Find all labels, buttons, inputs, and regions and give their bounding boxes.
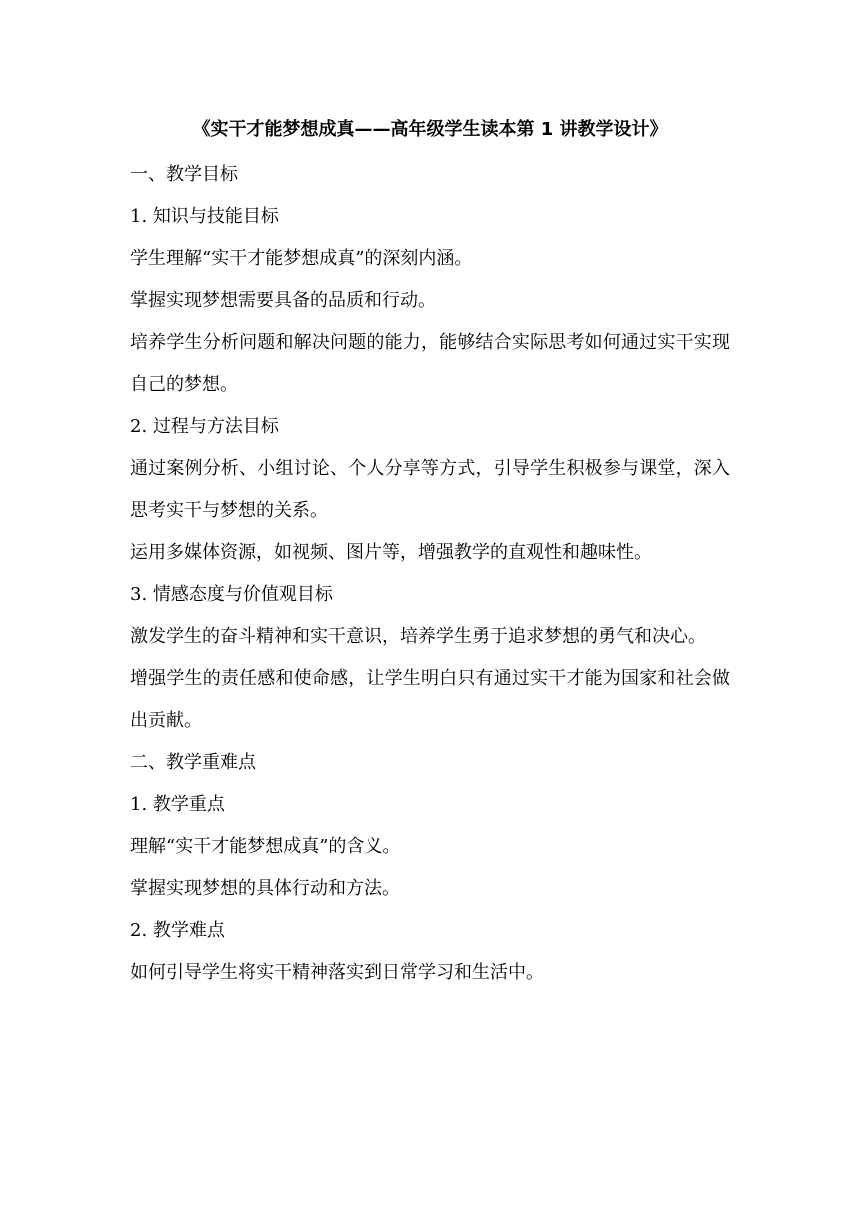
paragraph: 理解“实干才能梦想成真”的含义。 — [130, 836, 401, 857]
subsection-heading-difficult-points: 2. 教学难点 — [130, 920, 225, 941]
subsection-heading-values: 3. 情感态度与价值观目标 — [130, 584, 333, 605]
subsection-heading-key-points: 1. 教学重点 — [130, 794, 225, 815]
section-heading-objectives: 一、教学目标 — [130, 164, 238, 185]
paragraph: 培养学生分析问题和解决问题的能力，能够结合实际思考如何通过实干实现自己的梦想。 — [130, 332, 730, 395]
paragraph: 掌握实现梦想的具体行动和方法。 — [130, 878, 400, 899]
paragraph: 激发学生的奋斗精神和实干意识，培养学生勇于追求梦想的勇气和决心。 — [130, 626, 706, 647]
paragraph: 通过案例分析、小组讨论、个人分享等方式，引导学生积极参与课堂，深入思考实干与梦想的关系。 — [130, 458, 730, 521]
document-title: 《实干才能梦想成真——高年级学生读本第 1 讲教学设计》 — [192, 119, 668, 140]
section-heading-key-difficult: 二、教学重难点 — [130, 752, 256, 773]
paragraph: 学生理解“实干才能梦想成真”的深刻内涵。 — [130, 248, 473, 269]
document-page — [130, 112, 730, 994]
paragraph: 增强学生的责任感和使命感，让学生明白只有通过实干才能为国家和社会做出贡献。 — [130, 668, 730, 731]
subsection-heading-process: 2. 过程与方法目标 — [130, 416, 279, 437]
paragraph: 掌握实现梦想需要具备的品质和行动。 — [130, 290, 436, 311]
subsection-heading-knowledge: 1. 知识与技能目标 — [130, 206, 279, 227]
paragraph: 运用多媒体资源，如视频、图片等，增强教学的直观性和趣味性。 — [130, 542, 652, 563]
paragraph: 如何引导学生将实干精神落实到日常学习和生活中。 — [130, 962, 544, 983]
